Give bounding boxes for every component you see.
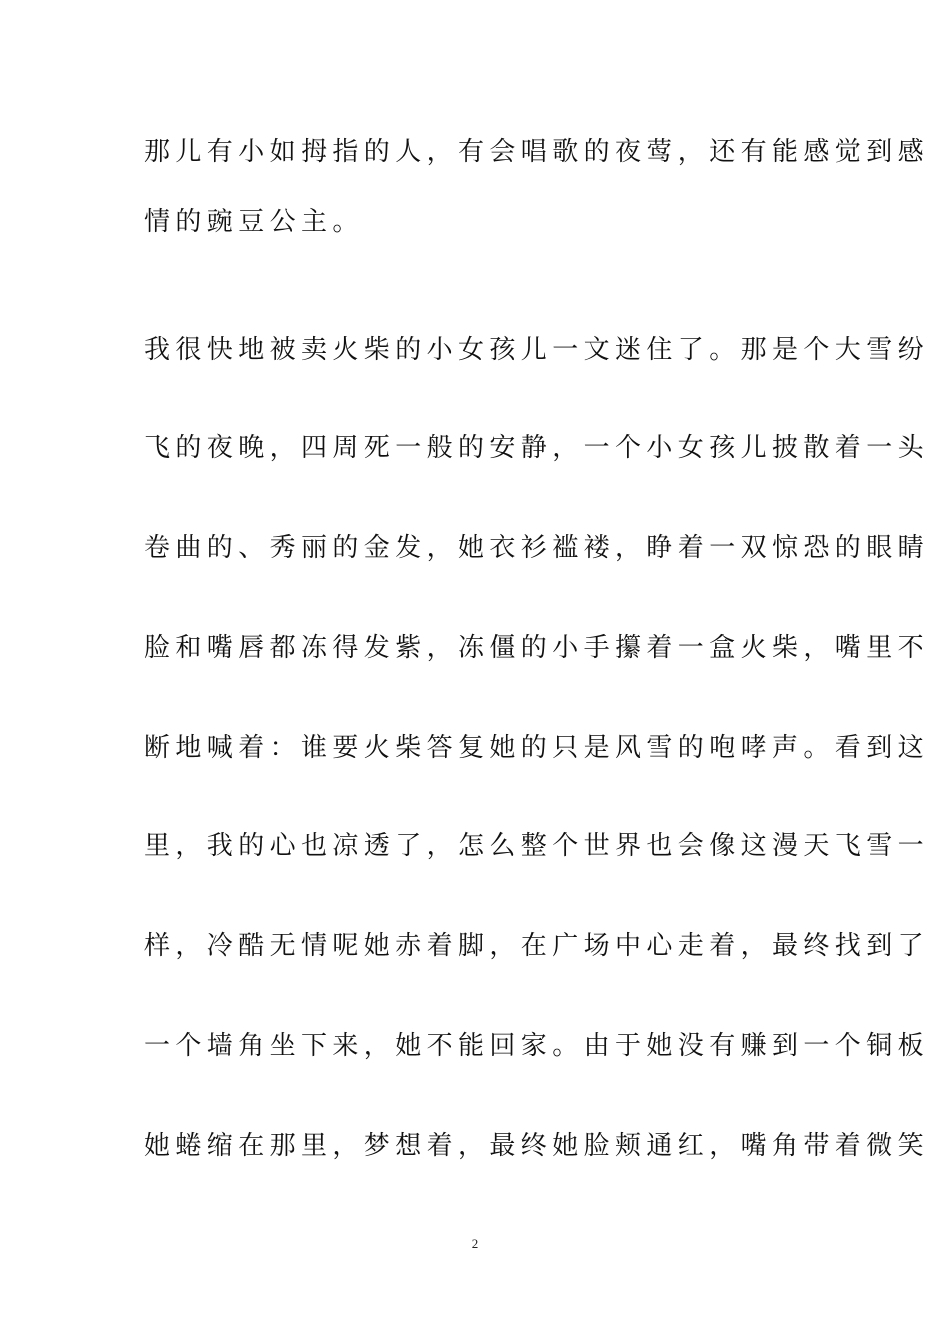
text-line-8: 里，我的心也凉透了，怎么整个世界也会像这漫天飞雪一 — [144, 831, 930, 861]
text-line-9: 样，冷酷无情呢她赤着脚，在广场中心走着，最终找到了 — [144, 931, 930, 961]
text-line-1: 那儿有小如拇指的人，有会唱歌的夜莺，还有能感觉到感 — [144, 137, 930, 167]
text-line-3: 我很快地被卖火柴的小女孩儿一文迷住了。那是个大雪纷 — [144, 335, 930, 365]
text-line-10: 一个墙角坐下来，她不能回家。由于她没有赚到一个铜板 — [144, 1031, 930, 1061]
text-line-7: 断地喊着：谁要火柴答复她的只是风雪的咆哮声。看到这 — [144, 733, 930, 763]
text-line-4: 飞的夜晚，四周死一般的安静，一个小女孩儿披散着一头 — [144, 433, 930, 463]
text-line-5: 卷曲的、秀丽的金发，她衣衫褴褛，睁着一双惊恐的眼睛 — [144, 533, 930, 563]
text-line-2: 情的豌豆公主。 — [144, 207, 364, 237]
text-line-11: 她蜷缩在那里，梦想着，最终她脸颊通红，嘴角带着微笑 — [144, 1131, 930, 1161]
page-number: 2 — [471, 1236, 479, 1251]
text-line-6: 脸和嘴唇都冻得发紫，冻僵的小手攥着一盒火柴，嘴里不 — [144, 633, 930, 663]
